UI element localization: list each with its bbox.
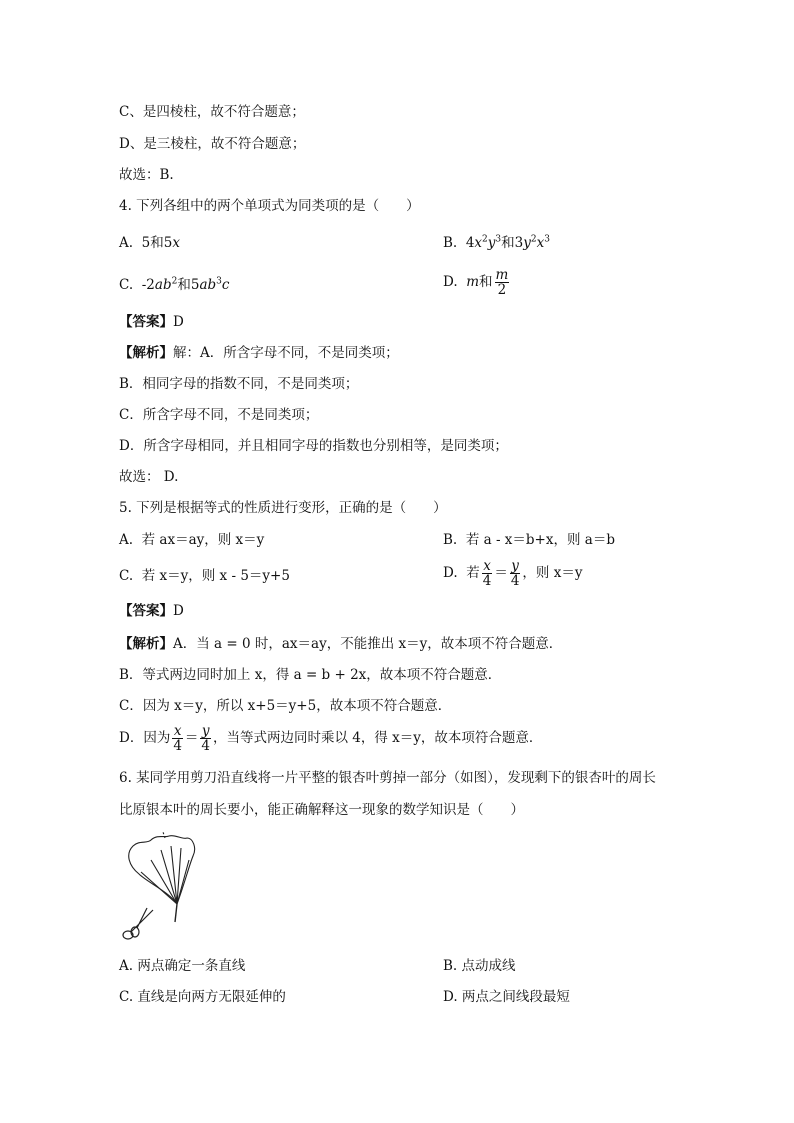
q6-option-b: B. 点动成线 — [443, 958, 516, 974]
q5-answer: 【答案】D — [119, 603, 184, 619]
q5-analysis-line-3: C．因为 x＝y，所以 x+5＝y+5，故本项不符合题意． — [119, 698, 452, 714]
q5-analysis-line-2: B．等式两边同时加上 x，得 a = b + 2x，故本项不符合题意． — [119, 667, 502, 683]
q5-option-a: A. 若 ax＝ay，则 x＝y — [119, 532, 265, 548]
q5-option-c: C. 若 x＝y，则 x - 5＝y+5 — [119, 568, 290, 584]
q4-stem: 4. 下列各组中的两个单项式为同类项的是（ ） — [119, 198, 420, 214]
q6-option-d: D. 两点之间线段最短 — [443, 989, 570, 1005]
q5-analysis-line-4: D．因为 $\frac{x}{4}$ ＝ $\frac{y}{4}$ ，当等式两边同时乘以 4，得 x＝y，故本项符合题意． — [119, 723, 543, 754]
fraction: $\frac{y}{4}$ — [510, 558, 520, 589]
q4-analysis-line-4: D．所含字母相同，并且相同字母的指数也分别相等，是同类项； — [119, 438, 508, 454]
q6-option-c: C. 直线是向两方无限延伸的 — [119, 989, 286, 1005]
q6-stem-line-2: 比原银本叶的周长要小，能正确解释这一现象的数学知识是（ ） — [119, 802, 524, 818]
scissors-icon — [123, 908, 153, 939]
q4-option-a: A. 5和5x — [119, 235, 180, 251]
q6-option-a: A. 两点确定一条直线 — [119, 958, 246, 974]
q4-option-b: B. $4x^2y^3$和$3y^2x^3$ — [443, 234, 550, 251]
option-label: A. — [119, 532, 134, 548]
option-label: D. — [443, 565, 458, 581]
q6-stem-line-1: 6. 某同学用剪刀沿直线将一片平整的银杏叶剪掉一部分（如图），发现剩下的银杏叶的周长 — [119, 770, 656, 786]
answer-tag: 【答案】 — [119, 314, 173, 330]
q4-analysis-line-3: C．所含字母不同，不是同类项； — [119, 407, 319, 423]
option-label: D. — [443, 274, 458, 290]
q4-option-c: C. $-2ab^2$和$5ab^3c$ — [119, 276, 230, 293]
ginkgo-leaf-scissors-figure — [117, 832, 199, 944]
fraction: $\frac{y}{4}$ — [201, 723, 211, 754]
q5-option-b: B. 若 a - x＝b+x，则 a＝b — [443, 532, 615, 548]
option-label: C. — [119, 568, 134, 584]
q5-option-d: D. 若 $\frac{x}{4}$ ＝ $\frac{y}{4}$ ，则 x＝y — [443, 558, 583, 589]
fraction: $\frac{x}{4}$ — [482, 558, 492, 589]
q3-choose: 故选：B. — [119, 167, 174, 183]
q3-option-d-explanation: D、是三棱柱，故不符合题意； — [119, 136, 306, 152]
q4-analysis-line-2: B．相同字母的指数不同，不是同类项； — [119, 376, 359, 392]
q5-analysis-line-1: 【解析】A．当 a = 0 时，ax＝ay，不能推出 x＝y，故本项不符合题意． — [119, 636, 563, 652]
option-label: B. — [443, 235, 458, 251]
option-label: C. — [119, 277, 134, 293]
option-label: A. — [119, 235, 134, 251]
q4-choose: 故选： D. — [119, 469, 179, 485]
fraction: $\frac{m}{2}$ — [495, 267, 509, 298]
analysis-tag: 【解析】 — [119, 636, 173, 652]
q5-stem: 5. 下列是根据等式的性质进行变形，正确的是（ ） — [119, 500, 447, 516]
ginkgo-leaf-icon — [129, 832, 195, 922]
q4-option-d: D. m和 $\frac{m}{2}$ — [443, 267, 509, 298]
analysis-tag: 【解析】 — [119, 345, 173, 361]
fraction: $\frac{x}{4}$ — [173, 723, 182, 754]
q4-analysis-line-1: 【解析】解：A．所含字母不同，不是同类项； — [119, 345, 399, 361]
option-label: B. — [443, 532, 458, 548]
answer-tag: 【答案】 — [119, 603, 173, 619]
q4-answer: 【答案】D — [119, 314, 184, 330]
q3-option-c-explanation: C、是四棱柱，故不符合题意； — [119, 104, 305, 120]
